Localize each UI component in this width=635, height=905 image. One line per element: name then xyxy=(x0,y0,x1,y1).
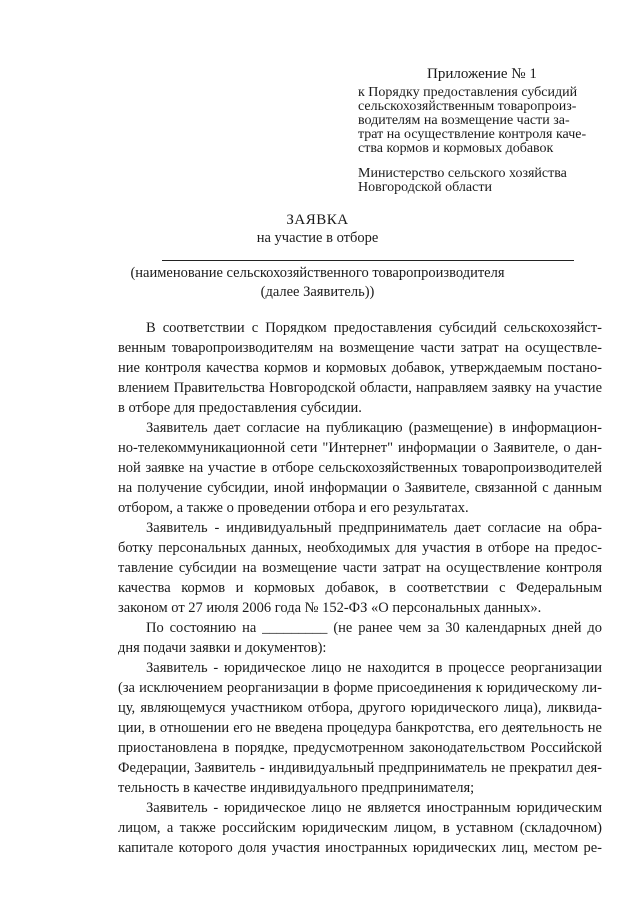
body-line: ние контроля качества кормов и кормовых добавок, утверждаемым постано- xyxy=(118,360,602,376)
document-body xyxy=(118,318,602,856)
body-line: влением Правительства Новгородской области, направляем заявку на участие xyxy=(118,380,602,396)
body-line: лицом, а также российским юридическим лицом, в уставном (складочном) xyxy=(118,820,602,836)
body-line: капитале которого доля участия иностранных юридических лиц, местом ре- xyxy=(118,840,602,856)
body-line: тавление субсидии на возмещение части затрат на осуществление контроля xyxy=(118,560,602,576)
appendix-ref-line: к Порядку предоставления субсидий xyxy=(358,85,578,100)
body-line: По состоянию на _________ (не ранее чем за 30 календарных дней до xyxy=(146,620,602,636)
body-line: ботку персональных данных, необходимых для участия в отборе на предос- xyxy=(118,540,602,556)
body-line: законом от 27 июля 2006 года № 152-ФЗ «О персональных данных». xyxy=(118,600,542,616)
body-line: на получение субсидии, иной информации о Заявителе, связанной с данным xyxy=(118,480,602,496)
body-line: (за исключением реорганизации в форме присоединения к юридическому ли- xyxy=(118,680,602,696)
appendix-ref-line: трат на осуществление контроля каче- xyxy=(358,127,587,142)
body-line: Федерации, Заявитель - индивидуальный предприниматель не прекратил дея- xyxy=(118,760,602,776)
body-line: дня подачи заявки и документов): xyxy=(118,640,327,656)
body-line: венным товаропроизводителям на возмещение части затрат на осуществле- xyxy=(118,340,602,356)
appendix-ref-line: сельскохозяйственным товаропроиз- xyxy=(358,99,577,114)
document-subtitle: на участие в отборе xyxy=(256,230,379,246)
addressee-line: Министерство сельского хозяйства xyxy=(358,166,567,181)
appendix-ref-line: ства кормов и кормовых добавок xyxy=(358,141,554,156)
body-line: тельность в качестве индивидуального предпринимателя; xyxy=(118,780,475,796)
body-line: в отборе для предоставления субсидии. xyxy=(118,400,362,416)
body-line: ции, в отношении его не введена процедура банкротства, его деятельность не xyxy=(118,720,602,736)
body-line: Заявитель - юридическое лицо не находится в процессе реорганизации xyxy=(146,660,602,676)
applicant-name-note: (наименование сельскохозяйственного товаропроизводителя xyxy=(130,265,505,281)
body-line: Заявитель дает согласие на публикацию (размещение) в информацион- xyxy=(146,420,602,436)
appendix-ref-line: водителям на возмещение части за- xyxy=(358,113,570,128)
appendix-title: Приложение № 1 xyxy=(427,66,537,82)
body-line: приостановлена в порядке, предусмотренном законодательством Российской xyxy=(118,740,602,756)
applicant-name-blank xyxy=(162,260,574,261)
document-title: ЗАЯВКА xyxy=(286,212,349,228)
body-line: В соответствии с Порядком предоставления субсидий сельскохозяйст- xyxy=(146,320,602,336)
body-line: качества кормов и кормовых добавок, в соответствии с Федеральным xyxy=(118,580,602,596)
body-line: ной заявке на участие в отборе сельскохозяйственных товаропроизводителей xyxy=(118,460,602,476)
body-line: отбором, а также о проведении отбора и его результатах. xyxy=(118,500,469,516)
body-line: цу, являющемуся участником отбора, другого юридического лица), ликвида- xyxy=(118,700,602,716)
addressee-line: Новгородской области xyxy=(358,180,492,195)
body-line: Заявитель - юридическое лицо не является иностранным юридическим xyxy=(146,800,602,816)
applicant-name-note: (далее Заявитель)) xyxy=(260,284,375,300)
body-line: но-телекоммуникационной сети "Интернет" информации о Заявителе, о дан- xyxy=(118,440,602,456)
body-line: Заявитель - индивидуальный предприниматель дает согласие на обра- xyxy=(146,520,602,536)
